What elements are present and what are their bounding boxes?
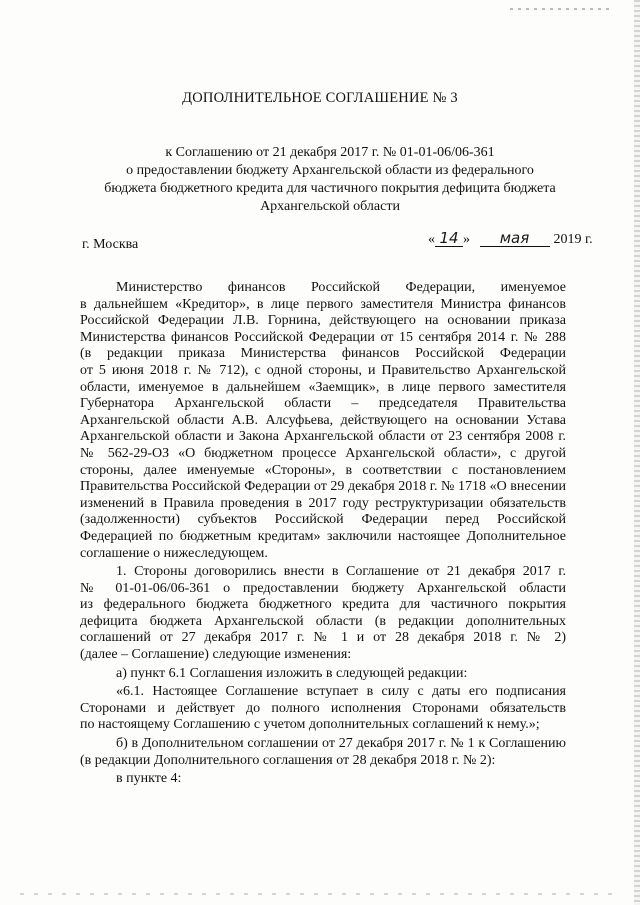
paragraph-line: стороны, далее именуемые «Стороны», в соответствии с постановлением — [80, 462, 566, 478]
paragraph-line: соглашений от 27 декабря 2017 г. № 1 и от 28 декабря 2018 г. № 2) — [80, 630, 566, 646]
paragraph-line: а) пункт 6.1 Соглашения изложить в следующей редакции: — [116, 665, 468, 681]
date-year: 2019 г. — [553, 232, 593, 247]
paragraph — [80, 771, 566, 788]
paragraph-line: Российской Федерации Л.В. Горнина, действующего на основании приказа — [80, 313, 566, 329]
subtitle-line: Архангельской области — [260, 199, 400, 214]
scan-artifact-bottom — [20, 893, 620, 895]
document-date — [428, 230, 593, 248]
paragraph — [80, 666, 566, 683]
paragraph — [80, 280, 566, 562]
date-open-quote: « — [428, 232, 435, 247]
paragraph-line: «6.1. Настоящее Соглашение вступает в силу с даты его подписания — [116, 684, 566, 700]
date-close-quote: » — [463, 232, 470, 247]
paragraph — [80, 684, 566, 734]
paragraph-line: Архангельской области А.В. Алсуфьева, действующего на основании Устава — [80, 412, 566, 428]
paragraph-line: № 01-01-06/06-361 о предоставлении бюджету Архангельской области — [80, 580, 566, 596]
paragraph-line: по настоящему Соглашению с учетом дополнительных соглашений к нему.»; — [80, 717, 540, 733]
scan-artifact-top — [510, 8, 610, 10]
paragraph-line: Министерство финансов Российской Федерации, именуемое — [116, 280, 566, 295]
paragraph-line: в дальнейшем «Кредитор», в лице первого заместителя Министра финансов — [80, 296, 566, 312]
document-subtitle — [60, 144, 600, 216]
paragraph-line: № 562-29-ОЗ «О бюджетном процессе Архангельской области», с другой — [80, 445, 566, 461]
paragraph-line: 1. Стороны договорились внести в Соглашение от 21 декабря 2017 г. — [116, 564, 566, 580]
paragraph-line: Сторонами и действует до полного исполнения Сторонами обязательств — [80, 700, 566, 716]
paragraph-line: б) в Дополнительном соглашении от 27 декабря 2017 г. № 1 к Соглашению — [116, 736, 566, 752]
date-month-handwritten: мая — [480, 230, 550, 247]
paragraph-line: (задолженности) субъектов Российской Федерации перед Российской — [80, 512, 566, 528]
scan-artifact-edge — [634, 0, 640, 905]
document-body — [80, 280, 566, 790]
paragraph-line: изменений в Правила проведения в 2017 году реструктуризации обязательств — [80, 495, 566, 511]
paragraph-line: Министерства финансов Российской Федерации от 15 сентября 2014 г. № 288 — [80, 329, 566, 345]
paragraph-line: (в редакции приказа Министерства финансов Российской Федерации — [80, 346, 566, 362]
paragraph-gap — [80, 788, 566, 790]
paragraph-line: от 5 июня 2018 г. № 712), с одной стороны, и Правительство Архангельской — [80, 362, 566, 378]
paragraph-line: Правительства Российской Федерации от 29 декабря 2018 г. № 1718 «О внесении — [80, 479, 566, 495]
paragraph-line: (в редакции Дополнительного соглашения от 28 декабря 2018 г. № 2): — [80, 752, 496, 768]
paragraph-line: соглашение о нижеследующем. — [80, 545, 268, 561]
paragraph-line: Архангельской области и Закона Архангельской области от 23 сентября 2008 г. — [80, 429, 566, 445]
paragraph — [80, 564, 566, 664]
subtitle-line: бюджета бюджетного кредита для частичного покрытия дефицита бюджета — [104, 181, 556, 196]
place-of-signing: г. Москва — [82, 237, 139, 252]
paragraph — [80, 736, 566, 769]
date-day-handwritten: 14 — [435, 230, 463, 247]
paragraph-line: области, именуемое в дальнейшем «Заемщик», в лице первого заместителя — [80, 379, 566, 395]
paragraph-line: (далее – Соглашение) следующие изменения: — [80, 647, 352, 663]
paragraph-line: Федерацией по бюджетным кредитам» заключили настоящее Дополнительное — [80, 528, 566, 544]
subtitle-line: о предоставлении бюджету Архангельской области из федерального — [126, 163, 534, 178]
paragraph-line: в пункте 4: — [116, 771, 182, 787]
subtitle-line: к Соглашению от 21 декабря 2017 г. № 01-01-06/06-361 — [165, 145, 495, 160]
document-title: ДОПОЛНИТЕЛЬНОЕ СОГЛАШЕНИЕ № 3 — [182, 90, 458, 106]
paragraph-line: из федерального бюджета бюджетного кредита для частичного покрытия — [80, 597, 566, 613]
paragraph-line: Губернатора Архангельской области – председателя Правительства — [80, 396, 566, 412]
paragraph-line: дефицита бюджета Архангельской области (в редакции дополнительных — [80, 613, 566, 629]
